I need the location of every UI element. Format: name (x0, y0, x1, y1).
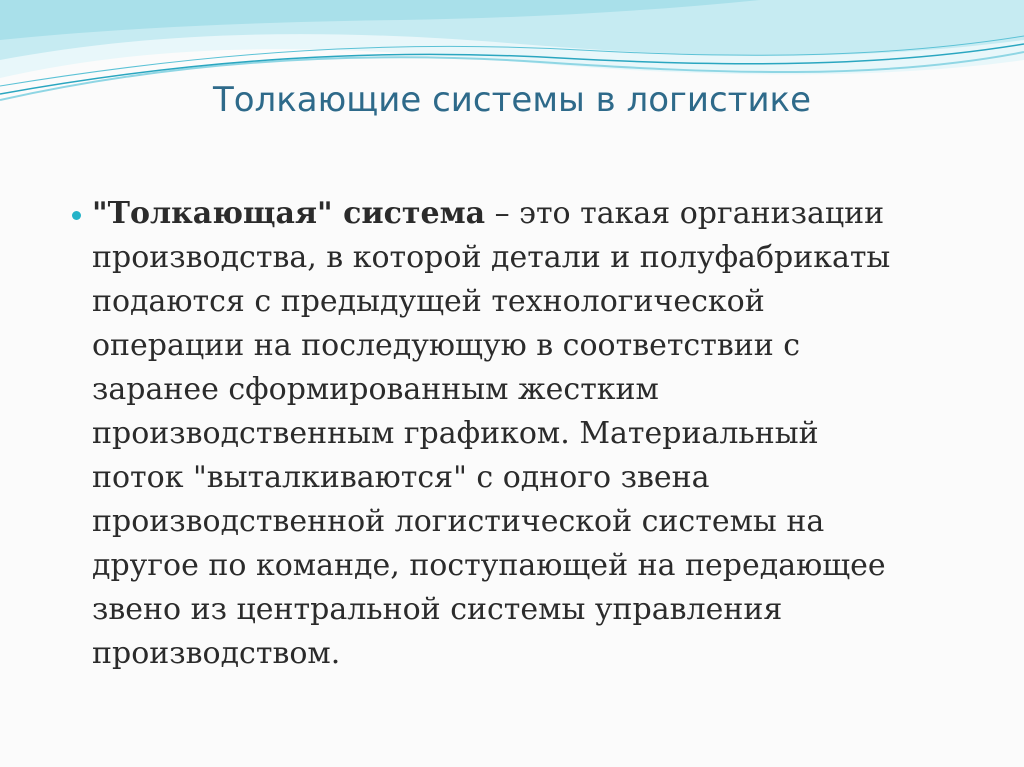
bullet-body: – это такая организации производства, в которой детали и полуфабрикаты подаются с предыдущей технологической операции на последующую в соответствии с заранее сформированным жестким производственным графиком. Материальный поток "выталкиваются" с одного звена производственной логистической системы на другое по команде, поступающей на передающее звено из центральной системы управления производством. (92, 196, 891, 671)
bullet-item (92, 192, 912, 676)
slide-title: Толкающие системы в логистике (212, 80, 812, 120)
bullet-text (92, 192, 912, 676)
bullet-term: "Толкающая" система (92, 196, 486, 231)
bullet-icon (72, 211, 81, 220)
